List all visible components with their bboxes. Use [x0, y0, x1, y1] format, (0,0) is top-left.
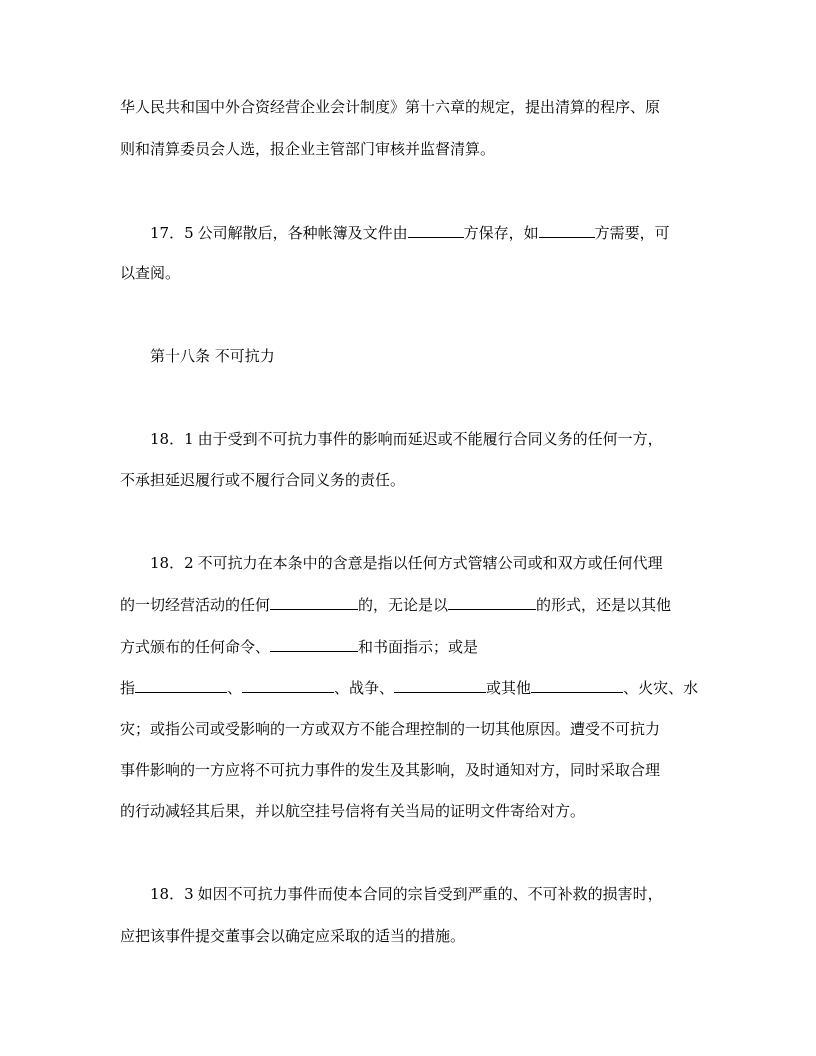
- text: 由于受到不可抗力事件的影响而延迟或不能履行合同义务的任何一方，: [197, 430, 663, 448]
- clause-18-2-line4: [120, 677, 698, 697]
- clause-number: 18．1: [150, 430, 194, 448]
- blank-field: [135, 677, 227, 693]
- clause-17-5-line1: [150, 222, 698, 242]
- article-heading: [150, 346, 698, 366]
- blank-field: [539, 222, 595, 238]
- clause-18-3-line1: [150, 884, 698, 904]
- text: 、火灾、水: [623, 679, 699, 697]
- heading-text: 第十八条 不可抗力: [150, 347, 275, 365]
- paragraph-line: [120, 139, 698, 159]
- text: 、: [227, 679, 243, 697]
- text: 以查阅。: [120, 264, 181, 282]
- blank-field: [531, 677, 623, 693]
- text: 应把该事件提交董事会以确定应采取的适当的措施。: [120, 927, 466, 945]
- text: 指: [120, 679, 136, 697]
- blank-field: [408, 222, 464, 238]
- text: 的，无论是以: [358, 596, 449, 614]
- paragraph-line: [120, 97, 698, 117]
- text: 不承担延迟履行或不履行合同义务的责任。: [120, 471, 406, 489]
- clause-18-2-line1: [150, 553, 698, 573]
- blank-field: [270, 594, 358, 610]
- text: 的行动减轻其后果，并以航空挂号信将有关当局的证明文件寄给对方。: [120, 802, 586, 820]
- text: 事件影响的一方应将不可抗力事件的发生及其影响，及时通知对方，同时采取合理: [120, 761, 661, 779]
- text: 、战争、: [334, 679, 395, 697]
- clause-18-2-line2: [120, 594, 698, 614]
- text: 的形式，还是以其他: [536, 596, 672, 614]
- blank-field: [448, 594, 536, 610]
- text: 的一切经营活动的任何: [120, 596, 271, 614]
- text: 公司解散后，各种帐簿及文件由: [197, 224, 408, 242]
- blank-field: [242, 677, 334, 693]
- text: 和书面指示；或是: [358, 638, 479, 656]
- clause-18-3-line2: [120, 926, 698, 946]
- clause-18-1-line1: [150, 429, 698, 449]
- blank-field: [270, 636, 358, 652]
- text: 则和清算委员会人选，报企业主管部门审核并监督清算。: [120, 140, 496, 158]
- clause-18-2-line3: [120, 636, 698, 656]
- text: 或其他: [486, 679, 532, 697]
- text: 如因不可抗力事件而使本合同的宗旨受到严重的、不可补救的损害时，: [197, 885, 663, 903]
- text: 方保存，如: [463, 224, 539, 242]
- clause-17-5-line2: [120, 263, 698, 283]
- clause-number: 18．2: [150, 554, 194, 572]
- clause-18-2-line5: [120, 719, 698, 739]
- text: 方需要，可: [594, 224, 670, 242]
- clause-number: 17．5: [150, 224, 194, 242]
- text: 灾；或指公司或受影响的一方或双方不能合理控制的一切其他原因。遭受不可抗力: [120, 720, 661, 738]
- clause-18-1-line2: [120, 470, 698, 490]
- clause-18-2-line7: [120, 801, 698, 821]
- blank-field: [394, 677, 486, 693]
- clause-number: 18．3: [150, 885, 194, 903]
- text: 方式颁布的任何命令、: [120, 638, 271, 656]
- text: 华人民共和国中外合资经营企业会计制度》第十六章的规定，提出清算的程序、原: [120, 98, 661, 116]
- text: 不可抗力在本条中的含意是指以任何方式管辖公司或和双方或任何代理: [197, 554, 663, 572]
- clause-18-2-line6: [120, 760, 698, 780]
